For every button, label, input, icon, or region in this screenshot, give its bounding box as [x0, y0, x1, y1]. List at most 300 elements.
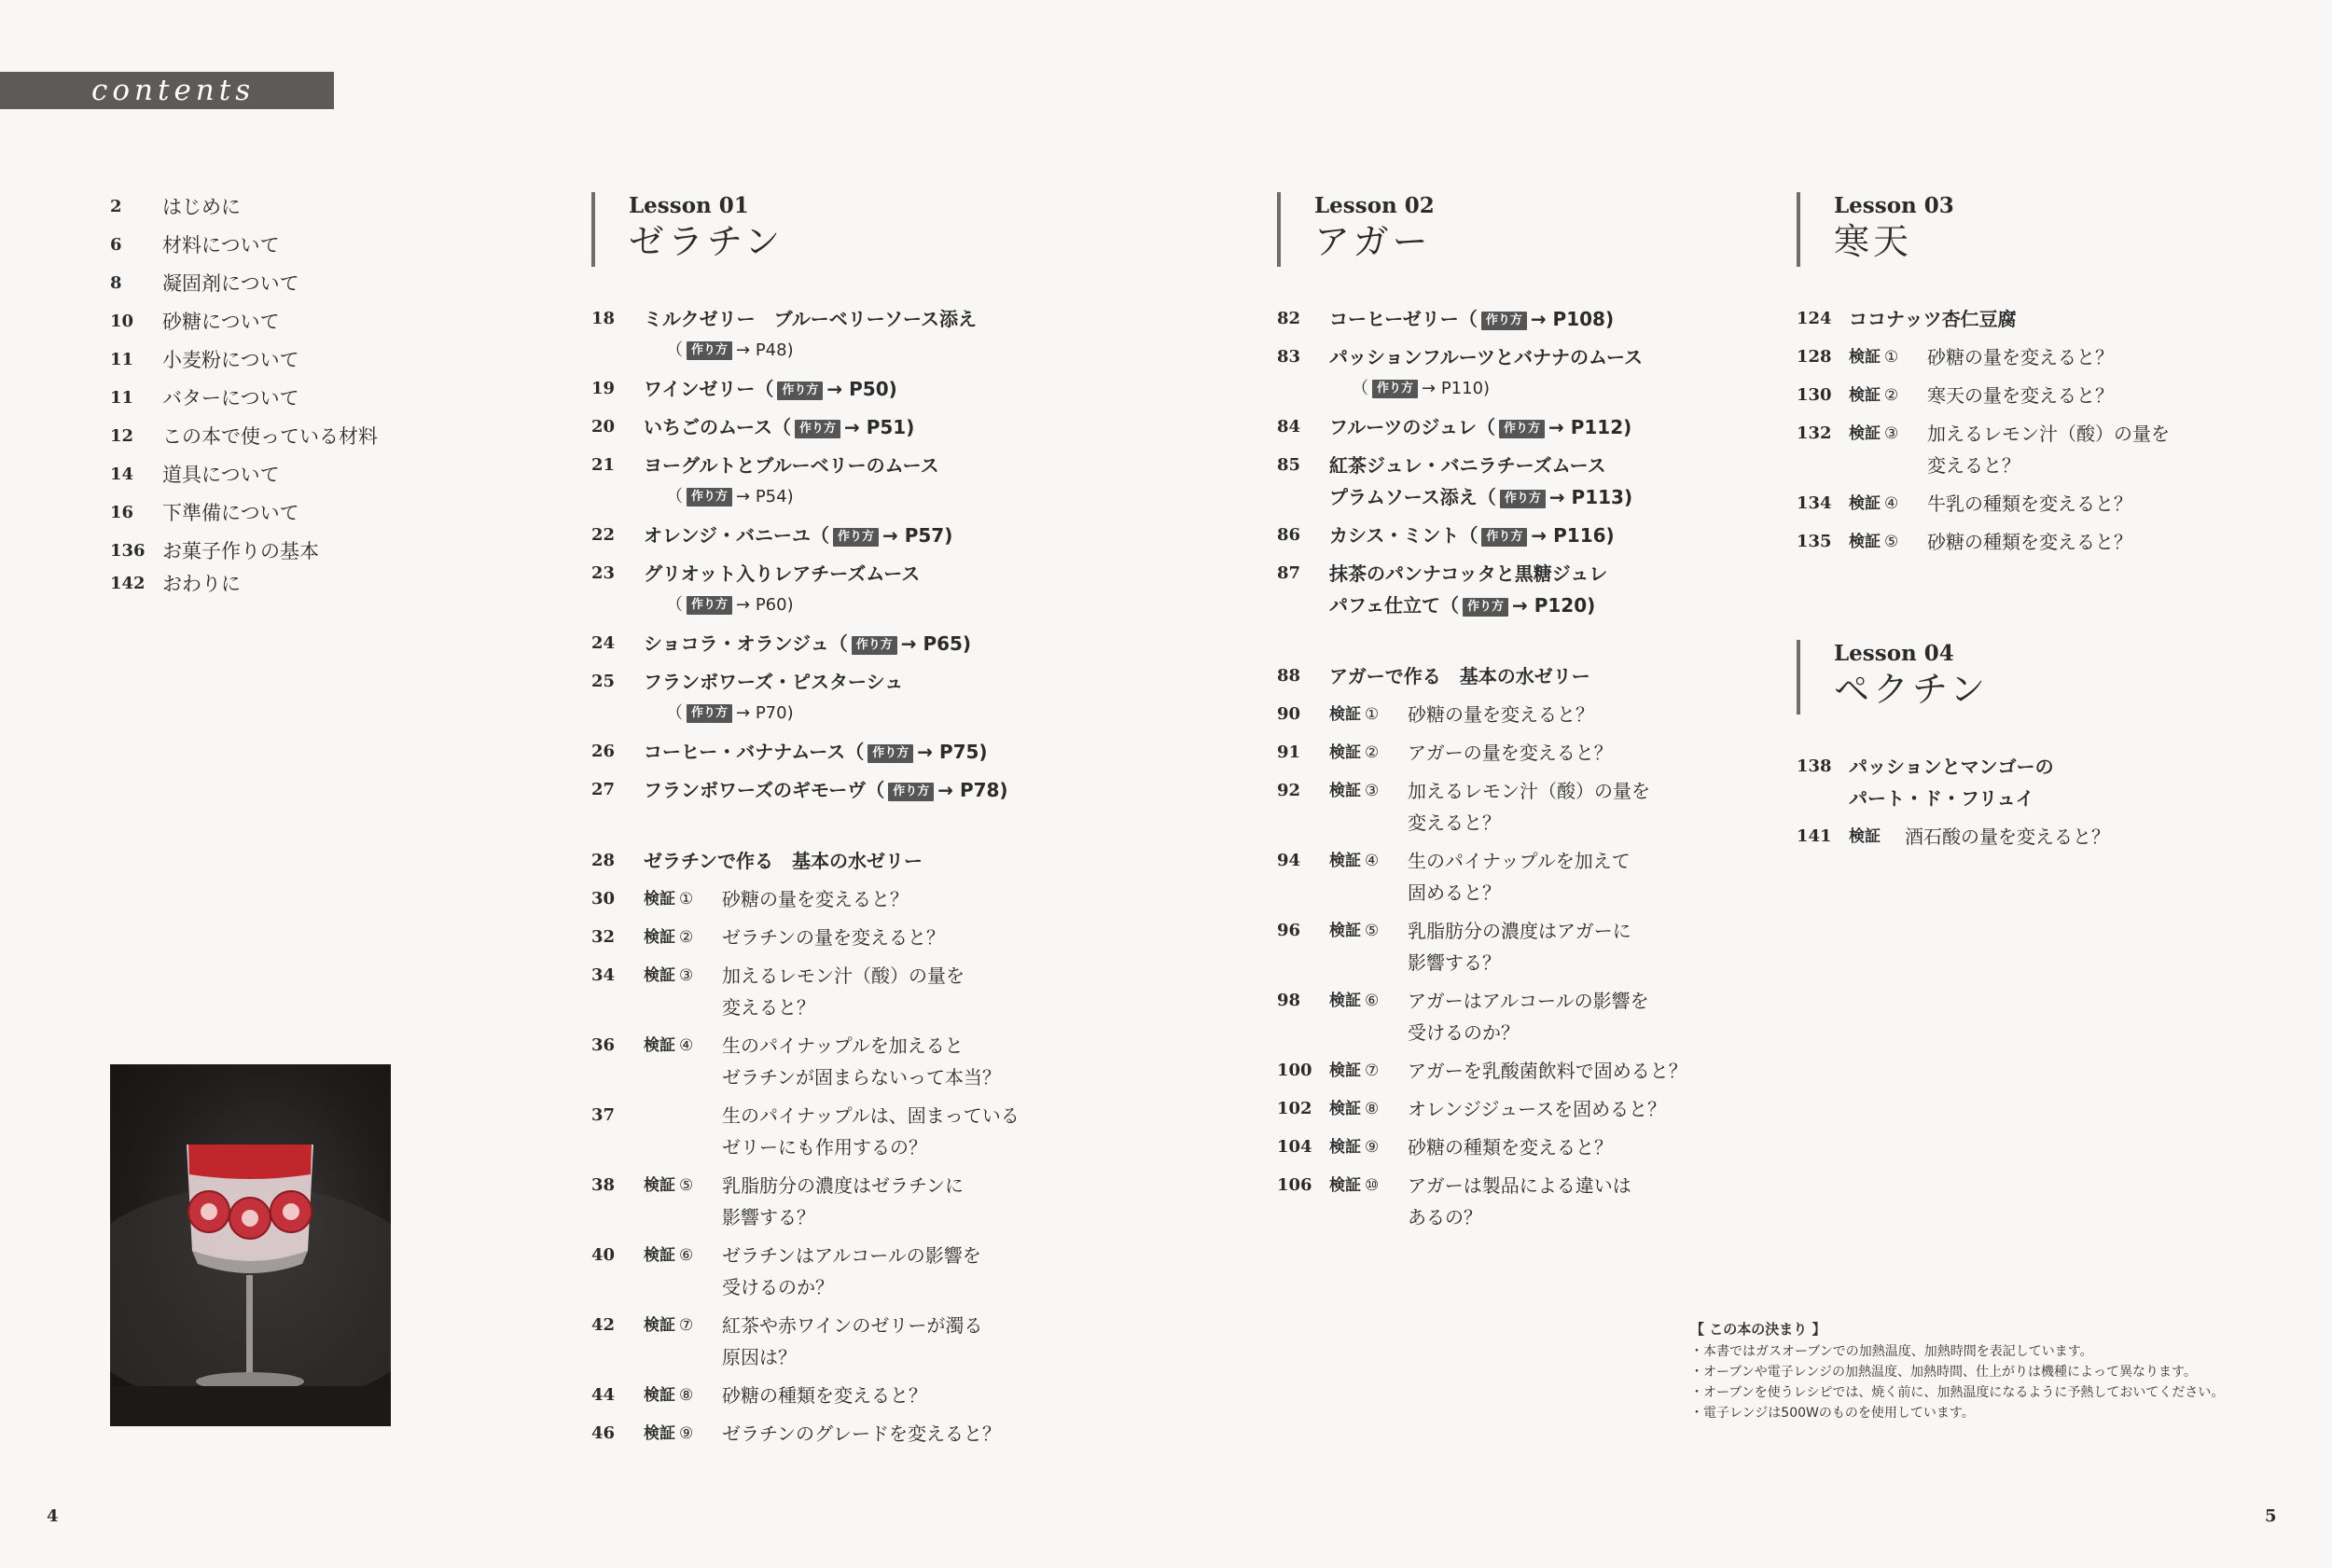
page-number: 27 — [591, 780, 616, 799]
page-number: 106 — [1277, 1175, 1312, 1195]
verification-entry — [1797, 341, 2216, 373]
kensho-text: 検証 — [1849, 494, 1881, 513]
recipe-title-text: パッションとマンゴーの — [1849, 756, 2054, 778]
recipe-ref: → P116) — [1531, 524, 1615, 547]
recipe-ref-line — [666, 335, 1076, 367]
verification-text: 生のパイナップルを加えると — [722, 1034, 964, 1057]
page-number: 8 — [110, 273, 122, 293]
recipe-title — [644, 411, 1076, 443]
recipe-title — [644, 373, 1076, 405]
verification-entry — [591, 1310, 1076, 1373]
recipe-title — [644, 774, 1076, 806]
page-number: 16 — [110, 503, 134, 522]
kensho-number: ⑩ — [1365, 1176, 1380, 1195]
page-number: 22 — [591, 525, 616, 545]
lesson-02-list — [1277, 303, 1762, 1240]
recipe-entry — [1277, 341, 1762, 405]
recipe-badge: 作り方 — [795, 420, 840, 438]
recipe-entry — [591, 411, 1076, 443]
verification-entry — [591, 1240, 1076, 1303]
recipe-title-text: カシス・ミント（ — [1329, 524, 1478, 547]
kensho-text: 検証 — [1329, 743, 1361, 762]
recipe-entry — [1277, 303, 1762, 335]
verification-text: 影響する？ — [722, 1206, 815, 1228]
recipe-ref: → P51) — [844, 416, 915, 438]
recipe-ref: → P65) — [900, 632, 972, 655]
lesson-02-heading — [1277, 192, 1435, 267]
kensho-number: ④ — [1884, 494, 1899, 513]
page-number: 30 — [591, 889, 616, 909]
dessert-glass-image — [110, 1064, 391, 1426]
rules-line: ・オーブンを使うレシピでは、焼く前に、加熱温度になるように予熱しておいてください。 — [1690, 1385, 2225, 1400]
intro-title: お菓子作りの基本 — [162, 540, 319, 562]
recipe-title-text: オレンジ・バニーユ（ — [644, 524, 829, 547]
recipe-entry — [1277, 558, 1762, 621]
lesson-number: Lesson 04 — [1834, 641, 1954, 666]
kensho-number: ① — [1365, 705, 1380, 724]
basic-recipe — [591, 845, 1076, 877]
verification-text: 影響する？ — [1408, 951, 1501, 974]
page-number: 102 — [1277, 1099, 1312, 1118]
page-number: 28 — [591, 851, 616, 870]
verification-text: 加えるレモン汁（酸）の量を — [1408, 780, 1650, 802]
kensho-label: 検証 — [1849, 827, 1881, 846]
page-number: 24 — [591, 633, 616, 653]
verification-text: 受けるのか？ — [1408, 1021, 1520, 1044]
recipe-badge: 作り方 — [852, 636, 897, 655]
recipe-entry — [1797, 751, 2216, 814]
recipe-ref: → P120) — [1512, 594, 1596, 617]
recipe-title — [1329, 450, 1762, 481]
page-number: 44 — [591, 1385, 616, 1405]
page-number: 82 — [1277, 309, 1301, 328]
page-number: 12 — [110, 426, 134, 446]
lesson-01-heading — [591, 192, 784, 267]
kensho-label — [644, 922, 693, 953]
kensho-number: ⑥ — [679, 1246, 694, 1265]
recipe-ref-line — [666, 590, 1076, 621]
lesson-03-heading — [1797, 192, 1954, 267]
page-number: 141 — [1797, 826, 1832, 846]
recipe-entry — [1797, 303, 2216, 335]
verification-text: アガーはアルコールの影響を — [1408, 990, 1649, 1012]
recipe-title — [1849, 751, 2216, 783]
page-number: 42 — [591, 1315, 616, 1335]
recipe-title-text: コーヒー・バナナムース（ — [644, 741, 865, 763]
recipe-entry — [591, 450, 1076, 513]
kensho-label — [1849, 380, 1898, 411]
recipe-title — [644, 558, 1076, 590]
verification-text: 固めると？ — [1408, 881, 1501, 904]
verification-text: 砂糖の量を変えると？ — [1927, 346, 2114, 368]
recipe-title-line2 — [1849, 783, 2216, 814]
recipe-title — [644, 736, 1076, 768]
page-number: 46 — [591, 1423, 616, 1443]
kensho-label — [1329, 737, 1379, 769]
lesson-01-list — [591, 303, 1076, 1456]
kensho-text: 検証 — [644, 1036, 675, 1055]
verification-text: 砂糖の種類を変えると？ — [1927, 531, 2132, 553]
verification-text: ゼラチンが固まらないって本当？ — [722, 1066, 1001, 1089]
page-number: 87 — [1277, 563, 1301, 583]
intro-title: 小麦粉について — [162, 349, 299, 371]
kensho-text: 検証 — [1849, 533, 1881, 551]
lesson-04-list — [1797, 751, 2216, 859]
page-number: 85 — [1277, 455, 1301, 475]
verification-text: 変えると？ — [1408, 812, 1501, 834]
recipe-badge: 作り方 — [687, 341, 732, 360]
contents-label: contents — [91, 74, 256, 107]
recipe-title-line2 — [1329, 481, 1762, 513]
kensho-text: 検証 — [644, 890, 675, 909]
intro-title: この本で使っている材料 — [162, 425, 378, 448]
kensho-number: ⑨ — [1365, 1138, 1380, 1157]
verification-entry — [1797, 488, 2216, 520]
recipe-title — [644, 628, 1076, 659]
verification-entry — [591, 1030, 1076, 1093]
verification-text: ゼラチンの量を変えると？ — [722, 926, 945, 949]
page-number: 83 — [1277, 347, 1301, 367]
verification-entry — [591, 960, 1076, 1023]
verification-text: 砂糖の量を変えると？ — [1408, 703, 1594, 726]
verification-text: 寒天の量を変えると？ — [1927, 384, 2114, 407]
recipe-title-text: 紅茶ジュレ・バニラチーズムース — [1329, 454, 1606, 477]
kensho-text: 検証 — [1329, 705, 1361, 724]
kensho-text: 検証 — [1329, 1138, 1361, 1157]
recipe-entry — [1277, 450, 1762, 513]
lesson-name: ペクチン — [1834, 669, 1990, 710]
verification-text: 受けるのか？ — [722, 1276, 834, 1298]
verification-text: アガーの量を変えると？ — [1408, 742, 1613, 764]
page-number: 26 — [591, 742, 616, 761]
recipe-ref: → P75) — [917, 741, 988, 763]
verification-entry — [1797, 418, 2216, 481]
recipe-title-text: フルーツのジュレ（ — [1329, 416, 1495, 438]
page-number: 18 — [591, 309, 616, 328]
intro-title: 道具について — [162, 464, 280, 486]
kensho-label — [644, 1380, 693, 1411]
page-number: 132 — [1797, 423, 1832, 443]
page-number: 84 — [1277, 417, 1301, 437]
page-number: 98 — [1277, 991, 1301, 1010]
verification-entry — [591, 922, 1076, 953]
verification-text: ゼラチンのグレードを変えると？ — [722, 1422, 1001, 1445]
page-number: 19 — [591, 379, 616, 398]
verification-entry — [591, 1170, 1076, 1233]
folio-left: 4 — [47, 1506, 59, 1526]
verification-text: 変えると？ — [1927, 454, 2020, 477]
kensho-text: 検証 — [1849, 424, 1881, 443]
recipe-ref: → P57) — [882, 524, 953, 547]
page-number: 135 — [1797, 532, 1832, 551]
kensho-number: ⑤ — [1884, 533, 1899, 551]
recipe-badge: 作り方 — [687, 704, 732, 723]
recipe-badge: 作り方 — [687, 488, 732, 506]
recipe-entry — [591, 373, 1076, 405]
recipe-entry — [591, 628, 1076, 659]
kensho-number: ⑤ — [1365, 922, 1380, 940]
page-number: 104 — [1277, 1137, 1312, 1157]
recipe-title-text: いちごのムース（ — [644, 416, 791, 438]
page-number: 20 — [591, 417, 616, 437]
kensho-text: 検証 — [644, 1316, 675, 1335]
kensho-number: ③ — [1365, 782, 1380, 800]
recipe-ref: → P48) — [736, 340, 794, 360]
basic-title: ゼラチンで作る 基本の水ゼリー — [644, 850, 923, 872]
lesson-04-heading — [1797, 640, 1989, 715]
kensho-number: ⑧ — [1365, 1100, 1380, 1118]
page-number: 11 — [110, 350, 134, 369]
recipe-title-text: ショコラ・オランジュ（ — [644, 632, 848, 655]
page-number: 25 — [591, 672, 616, 691]
rules-heading: 【 この本の決まり 】 — [1690, 1321, 1826, 1338]
lesson-name: ゼラチン — [629, 221, 784, 262]
verification-text: 砂糖の種類を変えると？ — [722, 1384, 927, 1407]
kensho-label — [1329, 985, 1379, 1017]
paren: （ — [666, 595, 683, 615]
recipe-ref: → P70) — [736, 703, 794, 723]
verification-entry — [1277, 985, 1762, 1048]
kensho-number: ① — [1884, 348, 1899, 367]
verification-text: あるの？ — [1408, 1206, 1482, 1228]
kensho-number: ⑥ — [1365, 992, 1380, 1010]
recipe-title-text: ヨーグルトとブルーベリーのムース — [644, 454, 939, 477]
recipe-ref: → P50) — [826, 378, 897, 400]
recipe-badge: 作り方 — [833, 528, 879, 547]
page-number: 124 — [1797, 309, 1832, 328]
kensho-text: 検証 — [644, 1176, 675, 1195]
recipe-entry — [591, 666, 1076, 729]
kensho-text: 検証 — [1849, 348, 1881, 367]
recipe-title-text: ワインゼリー（ — [644, 378, 774, 400]
kensho-text: 検証 — [1329, 852, 1361, 870]
verification-entry — [591, 1418, 1076, 1450]
intro-title: バターについて — [162, 387, 299, 409]
kensho-number: ⑦ — [1365, 1062, 1380, 1080]
page-number: 21 — [591, 455, 616, 475]
kensho-label — [644, 883, 693, 915]
recipe-badge: 作り方 — [1481, 312, 1527, 330]
recipe-entry — [591, 558, 1076, 621]
page-number: 86 — [1277, 525, 1301, 545]
recipe-title-text: ココナッツ杏仁豆腐 — [1849, 308, 2017, 330]
paren: （ — [666, 703, 683, 723]
verification-text: 紅茶や赤ワインのゼリーが濁る — [722, 1314, 983, 1337]
recipe-entry — [1277, 411, 1762, 443]
recipe-entry — [591, 303, 1076, 367]
lesson-name: 寒天 — [1834, 221, 1913, 262]
recipe-title — [644, 303, 1076, 335]
recipe-title-text: パッションフルーツとバナナのムース — [1329, 346, 1643, 368]
kensho-label — [1329, 1055, 1379, 1087]
verification-text: 砂糖の量を変えると？ — [722, 888, 909, 910]
kensho-label — [1849, 341, 1898, 373]
verification-entry — [591, 883, 1076, 915]
intro-title: 砂糖について — [162, 311, 280, 333]
kensho-label — [1329, 1131, 1379, 1163]
kensho-number: ② — [679, 928, 694, 947]
kensho-label — [644, 960, 693, 992]
verification-text: アガーは製品による違いは — [1408, 1174, 1631, 1197]
recipe-title-text: パフェ仕立て（ — [1329, 594, 1459, 617]
page-number: 130 — [1797, 385, 1832, 405]
recipe-badge: 作り方 — [1481, 528, 1527, 547]
verification-text: 乳脂肪分の濃度はアガーに — [1408, 920, 1631, 942]
recipe-title — [644, 520, 1076, 551]
page-number: 38 — [591, 1175, 616, 1195]
lesson-number: Lesson 02 — [1314, 193, 1435, 218]
page-number: 37 — [591, 1105, 616, 1125]
page-number: 100 — [1277, 1061, 1312, 1080]
verification-text: 乳脂肪分の濃度はゼラチンに — [722, 1174, 964, 1197]
lesson-number: Lesson 03 — [1834, 193, 1954, 218]
verification-entry — [591, 1380, 1076, 1411]
verification-text: 砂糖の種類を変えると？ — [1408, 1136, 1613, 1159]
recipe-title-text: 抹茶のパンナコッタと黒糖ジュレ — [1329, 562, 1608, 585]
kensho-text: 検証 — [644, 928, 675, 947]
kensho-text: 検証 — [644, 1386, 675, 1405]
kensho-number: ⑦ — [679, 1316, 694, 1335]
page-number: 88 — [1277, 666, 1301, 686]
recipe-badge: 作り方 — [777, 382, 823, 400]
verification-entry — [591, 1100, 1076, 1163]
verification-entry — [1277, 1170, 1762, 1233]
verification-entry — [1277, 737, 1762, 769]
kensho-label — [1329, 775, 1379, 807]
kensho-text: 検証 — [1849, 386, 1881, 405]
recipe-badge: 作り方 — [1372, 380, 1418, 398]
recipe-badge: 作り方 — [1500, 490, 1546, 508]
intro-title: おわりに — [162, 573, 241, 595]
kensho-text: 検証 — [644, 1424, 675, 1443]
recipe-title-text: パート・ド・フリュイ — [1849, 787, 2034, 810]
recipe-entry — [1277, 520, 1762, 551]
kensho-label — [644, 1240, 693, 1271]
recipe-ref: → P108) — [1530, 308, 1615, 330]
page-number: 14 — [110, 465, 134, 484]
kensho-label — [644, 1170, 693, 1201]
page-number: 90 — [1277, 704, 1301, 724]
verification-text: 加えるレモン汁（酸）の量を — [1927, 423, 2170, 445]
kensho-label — [1329, 699, 1379, 730]
recipe-badge: 作り方 — [687, 596, 732, 615]
rules-line: ・電子レンジは500Wのものを使用しています。 — [1690, 1406, 1975, 1421]
recipe-entry — [591, 774, 1076, 806]
recipe-ref: → P112) — [1548, 416, 1632, 438]
verification-entry — [1277, 699, 1762, 730]
lesson-name: アガー — [1314, 221, 1432, 262]
kensho-label — [1329, 1170, 1379, 1201]
verification-entry — [1797, 380, 2216, 411]
kensho-text: 検証 — [1329, 1176, 1361, 1195]
recipe-badge: 作り方 — [1499, 420, 1545, 438]
recipe-ref: → P113) — [1548, 486, 1633, 508]
paren: （ — [1352, 379, 1368, 398]
rules-line: ・本書ではガスオーブンでの加熱温度、加熱時間を表記しています。 — [1690, 1344, 2093, 1359]
verification-text: 生のパイナップルは、固まっている — [722, 1104, 1020, 1127]
lesson-number: Lesson 01 — [629, 193, 749, 218]
recipe-title-line2 — [1329, 590, 1762, 621]
page-number: 134 — [1797, 493, 1832, 513]
kensho-label — [1329, 1093, 1379, 1125]
page-number: 2 — [110, 197, 122, 216]
verification-text: 牛乳の種類を変えると？ — [1927, 493, 2132, 515]
kensho-number: ① — [679, 890, 694, 909]
verification-entry — [1277, 775, 1762, 839]
page-number: 136 — [110, 541, 146, 561]
folio-right: 5 — [2265, 1506, 2277, 1526]
lesson-03-list — [1797, 303, 2216, 564]
page-number: 40 — [591, 1245, 616, 1265]
kensho-label — [1849, 526, 1898, 558]
page-number: 142 — [110, 574, 146, 593]
verification-entry — [1277, 915, 1762, 978]
kensho-label — [644, 1418, 693, 1450]
recipe-ref-line — [666, 698, 1076, 729]
paren: （ — [666, 487, 683, 506]
kensho-text: 検証 — [1329, 782, 1361, 800]
page-number: 94 — [1277, 851, 1301, 870]
recipe-ref-line — [1352, 373, 1762, 405]
recipe-ref: → P78) — [937, 779, 1008, 801]
page-number: 34 — [591, 965, 616, 985]
recipe-ref: → P60) — [736, 595, 794, 615]
verification-text: 変えると？ — [722, 996, 815, 1019]
recipe-title — [1329, 411, 1762, 443]
kensho-text: 検証 — [1329, 992, 1361, 1010]
kensho-text: 検証 — [644, 1246, 675, 1265]
intro-title: 材料について — [162, 234, 280, 257]
page-number: 6 — [110, 235, 122, 255]
recipe-title-text: グリオット入りレアチーズムース — [644, 562, 921, 585]
recipe-ref: → P54) — [736, 487, 794, 506]
verification-entry — [1277, 1055, 1762, 1087]
verification-text: ゼリーにも作用するの？ — [722, 1136, 927, 1159]
page-number: 96 — [1277, 921, 1301, 940]
recipe-title-text: フランボワーズ・ピスターシュ — [644, 671, 904, 693]
kensho-number: ③ — [679, 966, 694, 985]
verification-text: 生のパイナップルを加えて — [1408, 850, 1631, 872]
kensho-label — [1849, 488, 1898, 520]
kensho-label — [644, 1310, 693, 1341]
recipe-entry — [591, 736, 1076, 768]
verification-entry — [1277, 845, 1762, 909]
recipe-title — [1329, 303, 1762, 335]
recipe-title — [1329, 558, 1762, 590]
recipe-title-text: プラムソース添え（ — [1329, 486, 1496, 508]
page-number: 138 — [1797, 756, 1832, 776]
kensho-number: ② — [1365, 743, 1380, 762]
page-number: 32 — [591, 927, 616, 947]
recipe-title — [1329, 341, 1762, 373]
book-rules — [1690, 1317, 2224, 1423]
page-number: 10 — [110, 312, 134, 331]
page-number: 23 — [591, 563, 616, 583]
verification-text: 原因は？ — [722, 1346, 797, 1368]
kensho-number: ⑧ — [679, 1386, 694, 1405]
verification-entry — [1277, 1093, 1762, 1125]
page-number: 128 — [1797, 347, 1832, 367]
recipe-title — [644, 450, 1076, 481]
intro-title: 下準備について — [162, 502, 299, 524]
recipe-ref-line — [666, 481, 1076, 513]
recipe-badge: 作り方 — [888, 783, 934, 801]
verification-entry — [1797, 526, 2216, 558]
page-number: 91 — [1277, 742, 1301, 762]
contents-banner — [0, 72, 334, 109]
kensho-number: ③ — [1884, 424, 1899, 443]
dessert-photo — [110, 1064, 391, 1426]
